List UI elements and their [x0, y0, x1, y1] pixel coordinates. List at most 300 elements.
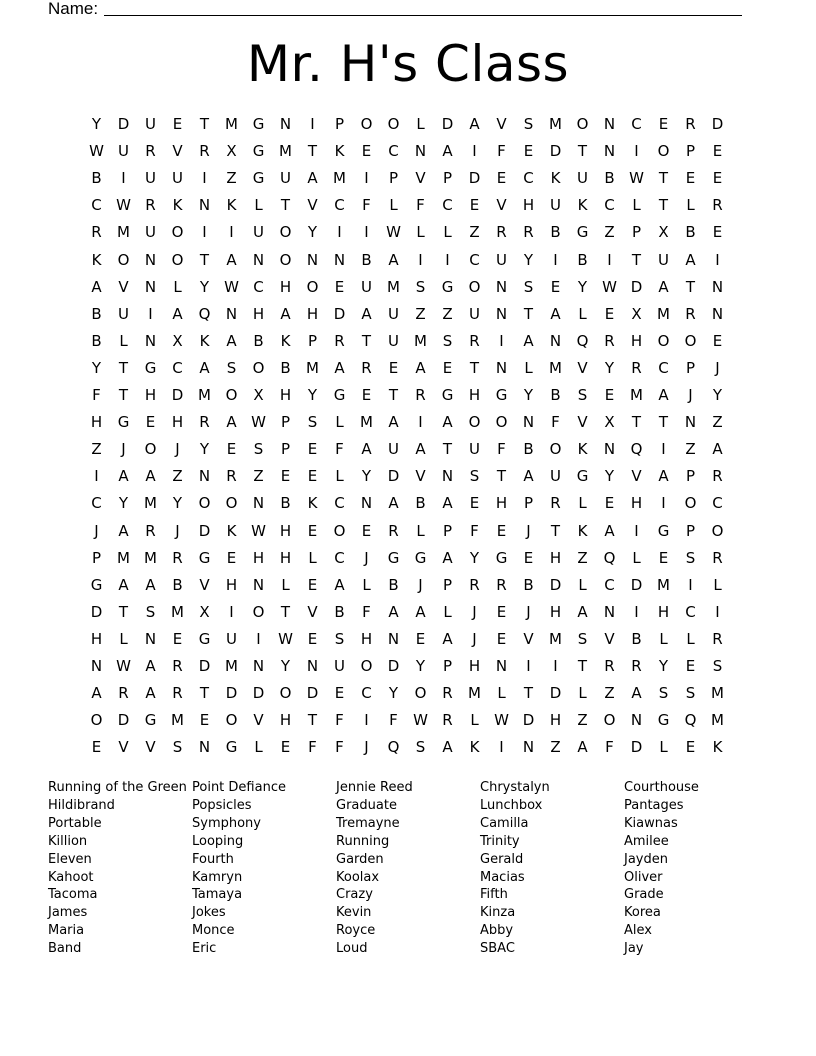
grid-letter: T [442, 440, 453, 459]
grid-letter: E [604, 386, 615, 404]
word-list-item: Jokes [192, 905, 226, 921]
grid-letter: I [634, 142, 639, 161]
grid-letter: H [549, 548, 562, 567]
grid-letter: G [252, 142, 265, 161]
grid-letter: M [657, 575, 670, 594]
grid-letter: W [251, 413, 266, 432]
grid-letter: Q [603, 548, 616, 567]
grid-letter: L [713, 575, 722, 594]
grid-letter: S [172, 738, 183, 757]
grid-letter: V [172, 142, 183, 161]
grid-letter: P [280, 440, 291, 459]
grid-letter: A [118, 521, 129, 540]
grid-letter: E [523, 548, 534, 567]
grid-letter: O [279, 684, 292, 703]
grid-letter: A [334, 575, 345, 594]
grid-letter: J [526, 602, 531, 621]
grid-letter: H [279, 548, 292, 567]
grid-letter: N [306, 657, 319, 675]
grid-letter: R [469, 331, 480, 350]
grid-letter: N [495, 304, 508, 323]
grid-letter: F [389, 711, 398, 730]
grid-letter: A [118, 467, 129, 486]
grid-letter: O [468, 277, 481, 296]
grid-letter: F [335, 440, 344, 459]
word-list-item: Macias [480, 869, 525, 885]
grid-letter: H [360, 629, 373, 648]
grid-letter: N [495, 277, 508, 296]
grid-letter: P [91, 548, 102, 567]
grid-letter: R [118, 684, 129, 703]
grid-letter: A [280, 304, 291, 323]
grid-letter: I [634, 602, 639, 621]
grid-letter: A [442, 629, 453, 648]
grid-letter: V [145, 738, 156, 757]
grid-letter: L [254, 738, 263, 757]
grid-letter: L [578, 494, 587, 513]
grid-letter: P [685, 358, 696, 377]
grid-letter: F [92, 386, 101, 404]
grid-letter: I [337, 223, 342, 242]
grid-letter: Y [199, 440, 210, 459]
grid-letter: A [631, 684, 642, 703]
grid-letter: D [117, 711, 130, 730]
grid-letter: N [711, 277, 724, 296]
grid-letter: Y [523, 386, 534, 404]
grid-letter: A [388, 413, 399, 432]
grid-letter: O [171, 223, 184, 242]
grid-letter: H [657, 602, 670, 621]
grid-letter: W [413, 711, 428, 730]
grid-letter: C [91, 196, 102, 215]
grid-letter: T [658, 196, 669, 215]
grid-letter: U [469, 440, 480, 459]
grid-letter: D [387, 657, 400, 675]
grid-letter: B [550, 223, 561, 242]
grid-letter: L [578, 304, 587, 323]
grid-letter: O [306, 277, 319, 296]
grid-letter: O [117, 250, 130, 269]
grid-letter: L [281, 575, 290, 594]
grid-letter: A [388, 250, 399, 269]
grid-letter: Y [523, 250, 534, 269]
grid-letter: P [685, 467, 696, 486]
grid-letter: I [715, 250, 720, 269]
grid-letter: I [364, 711, 369, 730]
grid-letter: Y [91, 358, 102, 377]
grid-letter: D [441, 115, 454, 133]
grid-letter: B [361, 250, 372, 269]
grid-letter: N [711, 304, 724, 323]
grid-letter: M [198, 386, 211, 404]
grid-letter: E [604, 494, 615, 513]
grid-letter: Z [226, 169, 237, 188]
grid-letter: Z [604, 684, 615, 703]
grid-letter: U [550, 196, 561, 215]
grid-letter: Z [604, 223, 615, 242]
grid-letter: Y [118, 494, 129, 513]
grid-letter: M [387, 277, 400, 296]
grid-letter: U [118, 304, 129, 323]
grid-letter: E [496, 629, 507, 648]
grid-letter: O [279, 250, 292, 269]
grid-letter: M [468, 684, 481, 703]
grid-letter: D [333, 304, 346, 323]
grid-letter: X [253, 386, 264, 404]
grid-letter: M [225, 657, 238, 675]
grid-letter: T [199, 684, 210, 703]
grid-letter: E [172, 629, 183, 648]
grid-letter: T [550, 521, 561, 540]
grid-letter: F [362, 196, 371, 215]
grid-letter: O [603, 711, 616, 730]
word-list-item: Gerald [480, 851, 524, 867]
grid-letter: R [91, 223, 102, 242]
grid-letter: B [91, 169, 102, 188]
grid-letter: U [280, 169, 291, 188]
grid-letter: Y [658, 657, 669, 675]
grid-letter: R [685, 304, 696, 323]
grid-letter: A [442, 548, 453, 567]
grid-letter: G [333, 386, 346, 404]
grid-letter: L [335, 413, 344, 432]
grid-letter: U [658, 250, 669, 269]
grid-letter: R [550, 494, 561, 513]
grid-letter: E [685, 738, 696, 757]
word-list-item: Eleven [48, 851, 92, 867]
grid-letter: V [415, 169, 426, 188]
grid-letter: K [550, 169, 561, 188]
grid-letter: H [279, 711, 292, 730]
grid-letter: H [279, 521, 292, 540]
grid-letter: D [549, 684, 562, 703]
grid-letter: L [389, 196, 398, 215]
grid-letter: T [118, 358, 129, 377]
grid-letter: I [418, 413, 423, 432]
grid-letter: H [279, 386, 292, 404]
grid-letter: B [91, 304, 102, 323]
grid-letter: E [307, 629, 318, 648]
grid-letter: G [144, 711, 157, 730]
grid-letter: N [630, 711, 643, 730]
grid-letter: R [712, 467, 723, 486]
grid-letter: R [199, 413, 210, 432]
word-list-item: Tamaya [192, 887, 243, 903]
grid-letter: P [442, 575, 453, 594]
grid-letter: M [279, 142, 292, 161]
word-list-item: Looping [192, 833, 244, 849]
word-list-item: Killion [48, 833, 88, 849]
grid-letter: N [198, 196, 211, 215]
grid-letter: E [334, 684, 345, 703]
grid-letter: A [442, 413, 453, 432]
grid-letter: N [387, 629, 400, 648]
grid-letter: H [522, 196, 535, 215]
grid-letter: Y [361, 467, 372, 486]
grid-letter: R [388, 521, 399, 540]
grid-letter: B [550, 386, 561, 404]
grid-letter: S [577, 629, 588, 648]
grid-letter: B [172, 575, 183, 594]
grid-letter: H [90, 413, 103, 432]
grid-letter: U [496, 250, 507, 269]
grid-letter: T [577, 657, 588, 675]
grid-letter: O [684, 494, 697, 513]
grid-letter: E [658, 115, 669, 133]
grid-letter: J [175, 521, 180, 540]
grid-letter: Z [685, 440, 696, 459]
grid-letter: A [658, 277, 669, 296]
grid-letter: H [171, 413, 184, 432]
grid-letter: O [90, 711, 103, 730]
grid-letter: M [657, 304, 670, 323]
grid-letter: D [630, 575, 643, 594]
word-list-item: Loud [336, 941, 368, 957]
grid-letter: H [630, 494, 643, 513]
grid-letter: Y [388, 684, 399, 703]
grid-letter: O [657, 331, 670, 350]
word-list-item: Point Defiance [192, 780, 286, 795]
grid-letter: B [604, 169, 615, 188]
grid-letter: A [226, 331, 237, 350]
grid-letter: I [661, 440, 666, 459]
grid-letter: F [551, 413, 560, 432]
grid-letter: I [148, 304, 153, 323]
page-title: Mr. H's Class [246, 35, 570, 93]
grid-letter: Y [307, 223, 318, 242]
grid-letter: J [526, 521, 531, 540]
grid-letter: N [225, 304, 238, 323]
grid-letter: E [604, 304, 615, 323]
grid-letter: I [364, 223, 369, 242]
grid-letter: G [576, 467, 589, 486]
grid-letter: B [523, 440, 534, 459]
grid-letter: N [252, 657, 265, 675]
grid-letter: L [443, 223, 452, 242]
word-list-item: James [48, 905, 88, 921]
grid-letter: Z [550, 738, 561, 757]
grid-letter: A [199, 358, 210, 377]
grid-letter: H [468, 657, 481, 675]
grid-letter: G [495, 548, 508, 567]
grid-letter: T [280, 196, 291, 215]
grid-letter: G [657, 521, 670, 540]
grid-letter: A [712, 440, 723, 459]
grid-letter: E [496, 169, 507, 188]
grid-letter: A [361, 304, 372, 323]
grid-letter: B [253, 331, 264, 350]
grid-letter: U [388, 304, 399, 323]
grid-letter: W [629, 169, 644, 188]
grid-letter: K [199, 331, 210, 350]
grid-letter: G [144, 358, 157, 377]
grid-letter: F [497, 440, 506, 459]
grid-letter: E [496, 602, 507, 621]
grid-letter: I [94, 467, 99, 486]
grid-letter: A [226, 413, 237, 432]
grid-letter: P [685, 142, 696, 161]
grid-letter: A [685, 250, 696, 269]
grid-letter: T [658, 413, 669, 432]
word-list-item: Graduate [336, 797, 397, 813]
grid-letter: U [388, 440, 399, 459]
grid-letter: F [335, 738, 344, 757]
grid-letter: W [602, 277, 617, 296]
grid-letter: T [361, 331, 372, 350]
grid-letter: D [630, 277, 643, 296]
grid-letter: O [387, 115, 400, 133]
grid-letter: Y [307, 386, 318, 404]
grid-letter: O [225, 386, 238, 404]
grid-letter: Y [199, 277, 210, 296]
grid-letter: M [333, 169, 346, 188]
grid-letter: I [553, 250, 558, 269]
grid-letter: J [688, 386, 693, 404]
grid-letter: V [118, 277, 129, 296]
grid-letter: X [658, 223, 669, 242]
grid-letter: X [631, 304, 642, 323]
grid-letter: V [199, 575, 210, 594]
word-column [192, 779, 286, 958]
grid-letter: G [495, 386, 508, 404]
grid-letter: R [226, 467, 237, 486]
grid-letter: E [307, 440, 318, 459]
grid-letter: F [335, 711, 344, 730]
grid-letter: K [280, 331, 291, 350]
grid-letter: V [253, 711, 264, 730]
grid-letter: I [445, 250, 450, 269]
grid-letter: T [631, 413, 642, 432]
grid-letter: V [415, 467, 426, 486]
grid-letter: I [499, 738, 504, 757]
grid-letter: S [253, 440, 264, 459]
grid-letter: W [278, 629, 293, 648]
word-list-item: Garden [336, 851, 384, 867]
grid-letter: M [144, 494, 157, 513]
grid-letter: H [468, 386, 481, 404]
grid-letter: O [468, 413, 481, 432]
grid-letter: U [334, 657, 345, 675]
grid-letter: U [388, 331, 399, 350]
grid-letter: L [119, 331, 128, 350]
grid-letter: R [172, 548, 183, 567]
word-list-item: Kamryn [192, 869, 243, 885]
grid-letter: A [577, 602, 588, 621]
grid-letter: A [388, 494, 399, 513]
grid-letter: W [89, 142, 104, 161]
grid-letter: E [469, 494, 480, 513]
grid-letter: Z [469, 223, 480, 242]
grid-letter: H [225, 575, 238, 594]
grid-letter: F [605, 738, 614, 757]
grid-letter: C [604, 196, 615, 215]
grid-letter: K [469, 738, 480, 757]
grid-letter: W [224, 277, 239, 296]
grid-letter: J [364, 548, 369, 567]
grid-letter: A [307, 169, 318, 188]
grid-letter: N [495, 657, 508, 675]
grid-letter: P [280, 413, 291, 432]
word-list-item: Tremayne [336, 815, 400, 831]
grid-letter: K [577, 521, 588, 540]
word-list-item: Crazy [336, 887, 373, 903]
grid-letter: U [550, 467, 561, 486]
grid-letter: E [280, 738, 291, 757]
grid-letter: B [334, 602, 345, 621]
grid-letter: M [171, 711, 184, 730]
grid-letter: O [414, 684, 427, 703]
grid-letter: I [364, 169, 369, 188]
grid-letter: P [388, 169, 399, 188]
grid-letter: C [91, 494, 102, 513]
grid-letter: D [198, 657, 211, 675]
grid-letter: M [117, 548, 130, 567]
grid-letter: C [631, 115, 642, 133]
grid-letter: A [226, 250, 237, 269]
word-list-item: Popsicles [192, 797, 252, 813]
grid-letter: C [388, 142, 399, 161]
grid-letter: E [145, 413, 156, 432]
grid-letter: G [198, 548, 211, 567]
grid-letter: K [226, 196, 237, 215]
grid-letter: C [523, 169, 534, 188]
grid-letter: A [334, 358, 345, 377]
grid-letter: R [199, 142, 210, 161]
grid-letter: T [199, 115, 210, 133]
grid-letter: G [441, 277, 454, 296]
grid-letter: E [685, 657, 696, 675]
grid-letter: E [172, 115, 183, 133]
grid-letter: T [658, 169, 669, 188]
grid-letter: Y [91, 115, 102, 133]
grid-letter: W [251, 521, 266, 540]
grid-letter: S [307, 413, 318, 432]
grid-letter: M [549, 115, 562, 133]
grid-letter: N [252, 494, 265, 513]
grid-letter: W [116, 657, 131, 675]
grid-letter: M [117, 223, 130, 242]
word-list-item: Lunchbox [480, 797, 543, 813]
grid-letter: P [442, 657, 453, 675]
grid-letter: E [442, 358, 453, 377]
grid-letter: N [279, 115, 292, 133]
grid-letter: A [172, 304, 183, 323]
grid-letter: O [252, 358, 265, 377]
grid-letter: M [630, 386, 643, 404]
grid-letter: I [526, 657, 531, 675]
grid-letter: S [415, 738, 426, 757]
grid-letter: S [226, 358, 237, 377]
grid-letter: B [631, 629, 642, 648]
grid-letter: J [175, 440, 180, 459]
grid-letter: G [657, 711, 670, 730]
grid-letter: D [549, 575, 562, 594]
word-list-item: Kevin [336, 905, 372, 921]
grid-letter: C [442, 196, 453, 215]
grid-letter: J [121, 440, 126, 459]
grid-letter: C [469, 250, 480, 269]
grid-letter: I [121, 169, 126, 188]
grid-letter: K [226, 521, 237, 540]
grid-letter: P [631, 223, 642, 242]
word-list-item: Jayden [624, 851, 668, 867]
grid-letter: N [144, 331, 157, 350]
grid-letter: A [658, 467, 669, 486]
word-list-item: Fifth [480, 887, 508, 903]
grid-letter: D [630, 738, 643, 757]
grid-letter: E [307, 521, 318, 540]
grid-letter: P [442, 169, 453, 188]
